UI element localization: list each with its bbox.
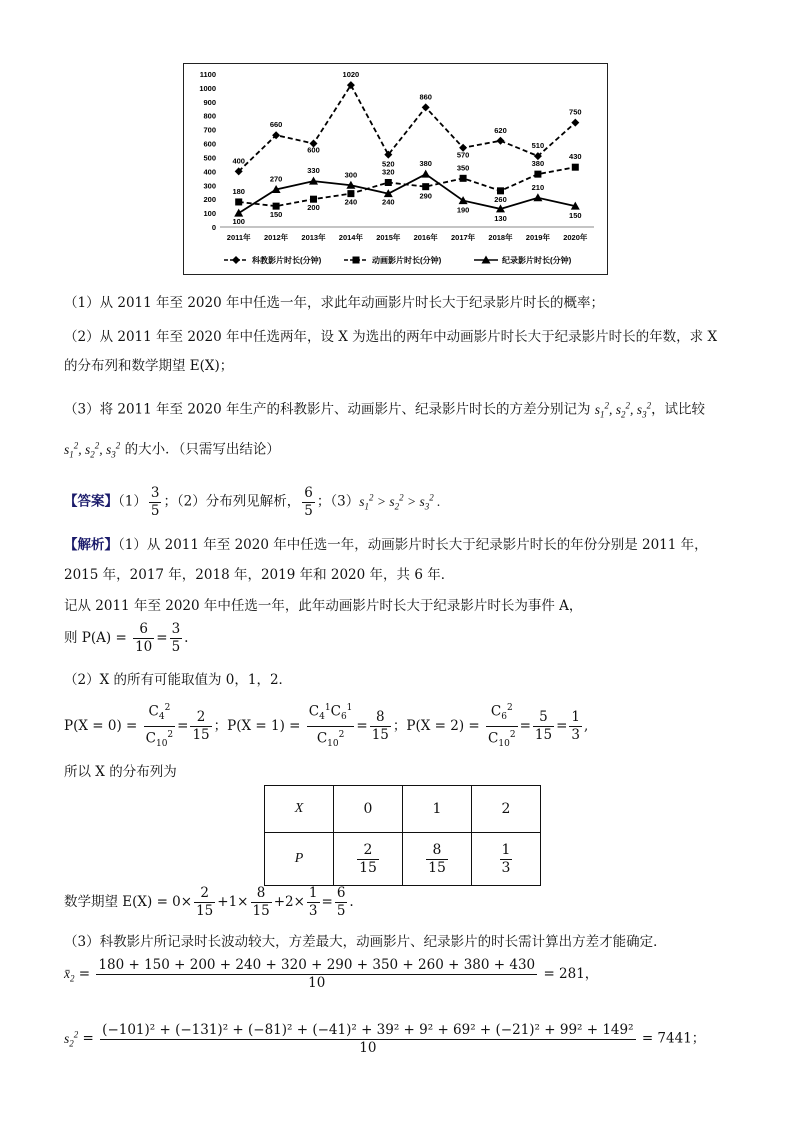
y-tick-label: 800 [203, 111, 216, 121]
table-cell: X [265, 786, 334, 833]
x-tick-label: 2014年 [338, 233, 363, 242]
data-label: 860 [419, 92, 432, 102]
analysis-line7: 所以 X 的分布列为 [64, 764, 177, 780]
data-label: 130 [494, 213, 507, 223]
pa-label: 则 P(A) = [64, 630, 127, 646]
legend-diamond-marker [232, 256, 240, 264]
answer-part2: ；（2）分布列见解析， [163, 493, 301, 510]
data-label: 210 [531, 182, 545, 192]
data-label: 320 [382, 167, 395, 177]
x-tick-label: 2018年 [488, 233, 513, 242]
mean-numerator: 180 + 150 + 200 + 240 + 320 + 290 + 350 + 260 + 380 + 430 [98, 957, 536, 973]
square-marker [347, 190, 354, 197]
answer-inequality: $s_1^2 > s_2^2 > s_3^2$ . [359, 492, 441, 512]
square-marker [273, 203, 280, 210]
table-cell: 0 [334, 786, 403, 833]
data-label: 520 [382, 159, 395, 169]
question-1: （1）从 2011 年至 2020 年中任选一年，求此年动画影片时长大于纪录影片时长的概率； [64, 295, 604, 311]
question-3-line1: （3）将 2011 年至 2020 年生产的科教影片、动画影片、纪录影片时长的方差分别记为 $s_1^2$, $s_2^2$, $s_3^2$，试比较 [64, 400, 706, 420]
square-marker [235, 198, 242, 205]
question-2-line1: （2）从 2011 年至 2020 年中任选两年，设 X 为选出的两年中动画影片时长大于纪录影片时长的年数，求 X [64, 329, 718, 345]
legend-entry: 纪录影片时长(分钟) [502, 256, 572, 265]
analysis-line1 [64, 536, 708, 554]
expectation-line: 数学期望 E(X) = 0× $\frac{2}{15}$ +1× $\frac{8}{15}$ +2× $\frac{1}{3}$ = $\frac{6}{5}$ . [64, 885, 354, 919]
y-tick-label: 900 [203, 97, 216, 107]
data-label: 180 [232, 186, 245, 196]
analysis-text-1: （1）从 2011 年至 2020 年中任选一年，动画影片时长大于纪录影片时长的年份分别是 2011 年， [118, 537, 708, 553]
square-marker [460, 175, 467, 182]
data-label: 150 [569, 211, 582, 221]
analysis-line5: （2）X 的所有可能取值为 0，1，2． [64, 672, 293, 688]
square-marker [572, 164, 579, 171]
question-2-line2: 的分布列和数学期望 E(X)； [64, 358, 234, 374]
analysis-tag: 【解析】 [64, 537, 118, 553]
mean-line: $x̄_2$ = $\frac{180 + 150 + 200 + 240 + 320 + 290 + 350 + 260 + 380 + 430}{10}$ = 281， [64, 957, 599, 991]
data-label: 350 [456, 163, 470, 173]
analysis-line3: 记从 2011 年至 2020 年中任选一年，此年动画影片时长大于纪录影片时长为事件 A， [64, 598, 583, 614]
x-tick-label: 2017年 [451, 233, 476, 242]
legend-entry: 科教影片时长(分钟) [252, 256, 322, 265]
table-cell: $\frac{8}{15}$ [403, 833, 472, 886]
square-marker [422, 183, 429, 190]
y-tick-label: 1100 [199, 70, 216, 79]
data-label: 330 [307, 166, 320, 176]
y-tick-label: 500 [203, 153, 216, 163]
x-tick-label: 2016年 [413, 233, 438, 242]
table-row [265, 786, 541, 833]
answer-part3: ；（3） [316, 493, 360, 510]
diamond-marker [497, 137, 505, 145]
data-label: 600 [307, 145, 320, 155]
data-label: 260 [494, 194, 507, 204]
data-label: 270 [269, 174, 283, 184]
data-label: 750 [569, 107, 582, 117]
px0-label: P(X = 0) = [64, 718, 138, 735]
data-label: 150 [269, 210, 283, 220]
x-tick-label: 2013年 [301, 233, 326, 242]
square-marker [385, 179, 392, 186]
x-tick-label: 2015年 [376, 233, 401, 242]
y-tick-label: 600 [203, 139, 216, 149]
data-label: 100 [232, 217, 245, 227]
y-tick-label: 300 [203, 181, 216, 191]
table-cell: 1 [403, 786, 472, 833]
expectation-label: 数学期望 E(X) = 0× [64, 894, 193, 910]
x-tick-label: 2012年 [264, 233, 289, 242]
series-line [239, 174, 576, 213]
data-label: 380 [531, 159, 545, 169]
triangle-marker [421, 170, 430, 178]
data-label: 430 [569, 152, 582, 162]
variance-result: = 7441； [641, 1030, 706, 1047]
legend-square-marker [353, 257, 360, 264]
variance-line: $s_2^2$ = (−101)² + (−131)² + (−81)² + (−41)² + 39² + 9² + 69² + (−21)² + 99² + 149² 10 = 7441； [64, 1021, 706, 1056]
analysis-line2: 2015 年，2017 年，2018 年，2019 年和 2020 年，共 6 年． [64, 567, 455, 583]
x-tick-label: 2020年 [563, 233, 588, 242]
mean-denominator: 10 [308, 975, 326, 991]
table-cell: $\frac{1}{3}$ [472, 833, 541, 886]
triangle-marker [533, 193, 542, 201]
data-label: 400 [232, 156, 245, 166]
y-tick-label: 200 [203, 195, 216, 205]
legend-entry: 动画影片时长(分钟) [372, 256, 442, 265]
line-chart [184, 64, 607, 274]
y-tick-label: 100 [203, 209, 216, 219]
y-tick-label: 700 [203, 125, 216, 135]
series-line [239, 85, 576, 171]
data-label: 290 [419, 191, 432, 201]
data-label: 240 [344, 197, 358, 207]
analysis-line4: 则 P(A) = $\frac{6}{10}$ = $\frac{3}{5}$ . [64, 621, 189, 655]
variance-numerator: (−101)² + (−131)² + (−81)² + (−41)² + 39² + 9² + 69² + (−21)² + 99² + 149² [102, 1021, 634, 1038]
square-marker [497, 187, 504, 194]
data-label: 660 [269, 120, 283, 130]
data-label: 240 [382, 197, 395, 207]
y-tick-label: 400 [203, 167, 216, 177]
answer-part1: （1） [118, 493, 147, 510]
y-tick-label: 0 [211, 223, 216, 232]
y-tick-label: 1000 [199, 83, 216, 93]
analysis-probabilities: P(X = 0) = $\frac{C_4^2}{C_{10}^2}$ = $\frac{2}{15}$ ；P(X = 1) = $\frac{C_4^1C_6^1}{C_{10}^2}$ = $\frac{8}{15}$ ；P(X = 2) = $\frac{C_6^2}{C_{10}^2}$ = $\frac{5}{15}$ = $\frac{1}{3}$ , [64, 700, 588, 753]
data-label: 200 [307, 203, 320, 213]
table-cell: 2 [472, 786, 541, 833]
data-label: 510 [531, 141, 545, 151]
answer-line [64, 478, 440, 525]
data-label: 190 [456, 205, 470, 215]
chart-frame [183, 63, 608, 275]
px1-label: ；P(X = 1) = [213, 718, 301, 735]
data-label: 620 [494, 125, 507, 135]
analysis-line9: （3）科教影片所记录时长波动较大，方差最大，动画影片、纪录影片的时长需计算出方差才能确定． [64, 934, 667, 950]
data-label: 300 [344, 170, 358, 180]
x-tick-label: 2011年 [226, 233, 251, 242]
square-marker [534, 171, 541, 178]
data-label: 380 [419, 159, 432, 169]
mean-result: = 281， [543, 966, 599, 982]
question-3-text-c: 的大小．（只需写出结论） [120, 441, 280, 458]
answer-tag: 【答案】 [64, 493, 118, 510]
px2-label: ；P(X = 2) = [392, 718, 480, 735]
question-3-text-a: （3）将 2011 年至 2020 年生产的科教影片、动画影片、纪录影片时长的方差分别记为 [64, 401, 595, 418]
table-cell: $\frac{2}{15}$ [334, 833, 403, 886]
distribution-table [264, 785, 541, 886]
answer-frac-1: $\frac{3}{5}$ [150, 484, 160, 519]
diamond-marker [422, 103, 430, 111]
table-row [265, 833, 541, 886]
data-label: 570 [456, 150, 470, 160]
triangle-marker [234, 209, 243, 217]
variance-denominator: 10 [359, 1039, 377, 1056]
table-cell: P [265, 833, 334, 886]
data-label: 1020 [342, 70, 360, 80]
answer-frac-2: $\frac{6}{5}$ [304, 484, 313, 519]
x-tick-label: 2019年 [525, 233, 550, 242]
square-marker [310, 196, 317, 203]
question-3-text-b: ，试比较 [651, 401, 706, 418]
diamond-marker [571, 119, 579, 127]
question-3-line2: $s_1^2$, $s_2^2$, $s_3^2$ 的大小．（只需写出结论） [64, 440, 280, 460]
